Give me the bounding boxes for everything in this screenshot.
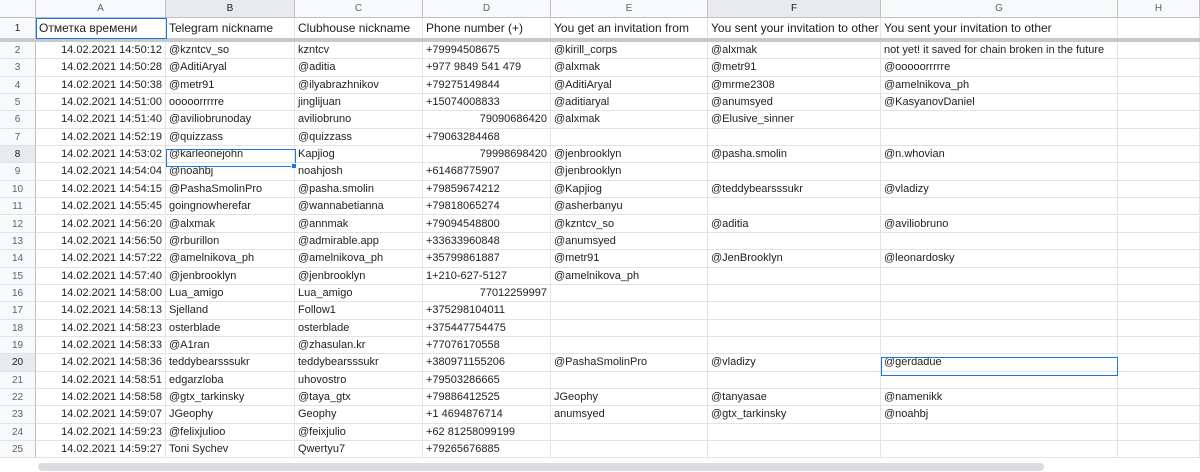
row-number[interactable]: 1 bbox=[0, 18, 36, 39]
cell-h[interactable] bbox=[1118, 354, 1200, 371]
cell-clubhouse[interactable]: noahjosh bbox=[295, 163, 423, 180]
row-number[interactable]: 3 bbox=[0, 59, 36, 76]
cell-clubhouse[interactable]: @quizzass bbox=[295, 129, 423, 146]
title-row bbox=[0, 18, 1200, 39]
cell-invited-from[interactable]: @anumsyed bbox=[551, 233, 708, 250]
cell-h[interactable] bbox=[1118, 94, 1200, 111]
row-number[interactable]: 18 bbox=[0, 320, 36, 337]
row-number[interactable]: 13 bbox=[0, 233, 36, 250]
cell-telegram[interactable]: goingnowherefar bbox=[166, 198, 295, 215]
cell-sent-invitation-1[interactable]: @alxmak bbox=[708, 42, 881, 59]
cell-sent-invitation-2[interactable] bbox=[881, 111, 1118, 128]
row-number[interactable]: 5 bbox=[0, 94, 36, 111]
table-row bbox=[0, 111, 1200, 128]
cell-sent-invitation-2[interactable] bbox=[881, 163, 1118, 180]
cell-sent-invitation-2[interactable] bbox=[881, 233, 1118, 250]
cell-timestamp[interactable]: 14.02.2021 14:52:19 bbox=[36, 129, 166, 146]
cell-sent-invitation-2[interactable]: not yet! it saved for chain broken in the future bbox=[881, 42, 1118, 59]
title-cell-telegram[interactable]: Telegram nickname bbox=[166, 18, 295, 39]
row-number[interactable]: 20 bbox=[0, 354, 36, 371]
cell-telegram[interactable]: @gtx_tarkinsky bbox=[166, 389, 295, 406]
cell-h[interactable] bbox=[1118, 181, 1200, 198]
cell-timestamp[interactable]: 14.02.2021 14:54:04 bbox=[36, 163, 166, 180]
cell-sent-invitation-1[interactable]: @metr91 bbox=[708, 59, 881, 76]
table-row bbox=[0, 42, 1200, 59]
cell-sent-invitation-2[interactable]: @leonardosky bbox=[881, 250, 1118, 267]
cell-timestamp[interactable]: 14.02.2021 14:58:58 bbox=[36, 389, 166, 406]
row-number[interactable]: 16 bbox=[0, 285, 36, 302]
cell-telegram[interactable]: @jenbrooklyn bbox=[166, 268, 295, 285]
cell-phone[interactable]: 79998698420 bbox=[423, 146, 551, 163]
table-row bbox=[0, 337, 1200, 354]
cell-sent-invitation-1[interactable]: @JenBrooklyn bbox=[708, 250, 881, 267]
cell-phone[interactable]: +1 4694876714 bbox=[423, 406, 551, 423]
table-row bbox=[0, 59, 1200, 76]
cell-sent-invitation-2[interactable] bbox=[881, 320, 1118, 337]
title-cell-phone[interactable]: Phone number (+) bbox=[423, 18, 551, 39]
cell-sent-invitation-1[interactable]: @tanyasae bbox=[708, 389, 881, 406]
cell-clubhouse[interactable]: @taya_gtx bbox=[295, 389, 423, 406]
row-number[interactable]: 12 bbox=[0, 216, 36, 233]
title-cell-invited-from[interactable]: You get an invitation from bbox=[551, 18, 708, 39]
cell-clubhouse[interactable]: aviliobruno bbox=[295, 111, 423, 128]
cell-sent-invitation-1[interactable]: @pasha.smolin bbox=[708, 146, 881, 163]
cell-h[interactable] bbox=[1118, 285, 1200, 302]
cell-h[interactable] bbox=[1118, 302, 1200, 319]
cell-h[interactable] bbox=[1118, 77, 1200, 94]
cell-sent-invitation-1[interactable]: @anumsyed bbox=[708, 94, 881, 111]
column-header-e[interactable]: E bbox=[551, 0, 708, 18]
cell-invited-from[interactable] bbox=[551, 320, 708, 337]
cell-sent-invitation-1[interactable]: @teddybearsssukr bbox=[708, 181, 881, 198]
cell-clubhouse[interactable]: @feixjulio bbox=[295, 424, 423, 441]
cell-sent-invitation-2[interactable]: @KasyanovDaniel bbox=[881, 94, 1118, 111]
cell-telegram[interactable]: Lua_amigo bbox=[166, 285, 295, 302]
cell-telegram[interactable]: @metr91 bbox=[166, 77, 295, 94]
cell-h[interactable] bbox=[1118, 337, 1200, 354]
cell-invited-from[interactable]: @kirill_corps bbox=[551, 42, 708, 59]
table-row bbox=[0, 441, 1200, 458]
row-number[interactable]: 25 bbox=[0, 441, 36, 458]
cell-phone[interactable]: 79090686420 bbox=[423, 111, 551, 128]
cell-phone[interactable]: +79859674212 bbox=[423, 181, 551, 198]
column-header-f[interactable]: F bbox=[708, 0, 881, 18]
cell-invited-from[interactable]: @metr91 bbox=[551, 250, 708, 267]
cell-sent-invitation-2[interactable]: @ooooorrrrre bbox=[881, 59, 1118, 76]
cell-phone[interactable]: +61468775907 bbox=[423, 163, 551, 180]
cell-phone[interactable]: +79094548800 bbox=[423, 216, 551, 233]
cell-invited-from[interactable]: @PashaSmolinPro bbox=[551, 354, 708, 371]
cell-sent-invitation-1[interactable] bbox=[708, 163, 881, 180]
cell-telegram[interactable]: Toni Sychev bbox=[166, 441, 295, 458]
cell-clubhouse[interactable]: @ilyabrazhnikov bbox=[295, 77, 423, 94]
cell-sent-invitation-2[interactable]: @amelnikova_ph bbox=[881, 77, 1118, 94]
cell-sent-invitation-1[interactable]: @Elusive_sinner bbox=[708, 111, 881, 128]
cell-sent-invitation-2[interactable] bbox=[881, 441, 1118, 458]
cell-sent-invitation-2[interactable]: @gerdadue bbox=[881, 354, 1118, 371]
table-row bbox=[0, 354, 1200, 371]
cell-h[interactable] bbox=[1118, 129, 1200, 146]
cell-clubhouse[interactable]: @zhasulan.kr bbox=[295, 337, 423, 354]
cell-sent-invitation-2[interactable] bbox=[881, 372, 1118, 389]
cell-telegram[interactable]: @rburillon bbox=[166, 233, 295, 250]
cell-clubhouse[interactable]: @jenbrooklyn bbox=[295, 268, 423, 285]
table-row bbox=[0, 389, 1200, 406]
cell-phone[interactable]: +79818065274 bbox=[423, 198, 551, 215]
cell-sent-invitation-2[interactable] bbox=[881, 337, 1118, 354]
row-number[interactable]: 7 bbox=[0, 129, 36, 146]
cell-timestamp[interactable]: 14.02.2021 14:59:27 bbox=[36, 441, 166, 458]
cell-timestamp[interactable]: 14.02.2021 14:58:33 bbox=[36, 337, 166, 354]
title-cell-timestamp[interactable]: Отметка времени bbox=[36, 18, 166, 39]
cell-timestamp[interactable]: 14.02.2021 14:58:00 bbox=[36, 285, 166, 302]
cell-h[interactable] bbox=[1118, 268, 1200, 285]
cell-h[interactable] bbox=[1118, 372, 1200, 389]
cell-invited-from[interactable]: JGeophy bbox=[551, 389, 708, 406]
cell-sent-invitation-1[interactable] bbox=[708, 372, 881, 389]
cell-timestamp[interactable]: 14.02.2021 14:56:20 bbox=[36, 216, 166, 233]
column-header-h[interactable]: H bbox=[1118, 0, 1200, 18]
column-header-g[interactable]: G bbox=[881, 0, 1118, 18]
cell-invited-from[interactable]: @alxmak bbox=[551, 59, 708, 76]
cell-clubhouse[interactable]: Kapjiog bbox=[295, 146, 423, 163]
cell-invited-from[interactable]: @alxmak bbox=[551, 111, 708, 128]
cell-timestamp[interactable]: 14.02.2021 14:51:00 bbox=[36, 94, 166, 111]
cell-telegram[interactable]: @alxmak bbox=[166, 216, 295, 233]
cell-sent-invitation-2[interactable] bbox=[881, 268, 1118, 285]
cell-sent-invitation-2[interactable] bbox=[881, 285, 1118, 302]
cell-invited-from[interactable] bbox=[551, 337, 708, 354]
cell-invited-from[interactable] bbox=[551, 424, 708, 441]
horizontal-scrollbar-thumb[interactable] bbox=[38, 463, 1044, 471]
cell-timestamp[interactable]: 14.02.2021 14:58:13 bbox=[36, 302, 166, 319]
cell-h[interactable] bbox=[1118, 198, 1200, 215]
table-row bbox=[0, 216, 1200, 233]
cell-clubhouse[interactable]: @admirable.app bbox=[295, 233, 423, 250]
table-row bbox=[0, 285, 1200, 302]
title-cell-sent-invitation-1[interactable]: You sent your invitation to other bbox=[708, 18, 881, 39]
cell-sent-invitation-2[interactable] bbox=[881, 198, 1118, 215]
cell-invited-from[interactable]: @kzntcv_so bbox=[551, 216, 708, 233]
cell-sent-invitation-1[interactable] bbox=[708, 198, 881, 215]
cell-h[interactable] bbox=[1118, 111, 1200, 128]
cell-phone[interactable]: +79886412525 bbox=[423, 389, 551, 406]
cell-sent-invitation-1[interactable] bbox=[708, 129, 881, 146]
cell-telegram[interactable]: @karleonejohn bbox=[166, 146, 295, 163]
table-row bbox=[0, 406, 1200, 423]
table-row bbox=[0, 302, 1200, 319]
cell-clubhouse[interactable]: kzntcv bbox=[295, 42, 423, 59]
cell-telegram[interactable]: @PashaSmolinPro bbox=[166, 181, 295, 198]
cell-phone[interactable]: +33633960848 bbox=[423, 233, 551, 250]
row-number[interactable]: 21 bbox=[0, 372, 36, 389]
cell-h[interactable] bbox=[1118, 146, 1200, 163]
cell-invited-from[interactable]: @jenbrooklyn bbox=[551, 146, 708, 163]
table-row bbox=[0, 198, 1200, 215]
title-cell-h[interactable] bbox=[1118, 18, 1200, 39]
cell-sent-invitation-1[interactable] bbox=[708, 268, 881, 285]
cell-clubhouse[interactable]: Follow1 bbox=[295, 302, 423, 319]
table-row bbox=[0, 163, 1200, 180]
cell-sent-invitation-1[interactable]: @gtx_tarkinsky bbox=[708, 406, 881, 423]
cell-phone[interactable]: 77012259997 bbox=[423, 285, 551, 302]
cell-phone[interactable]: +79994508675 bbox=[423, 42, 551, 59]
cell-clubhouse[interactable]: @aditia bbox=[295, 59, 423, 76]
cell-phone[interactable]: +79275149844 bbox=[423, 77, 551, 94]
cell-clubhouse[interactable]: Qwertyu7 bbox=[295, 441, 423, 458]
cell-timestamp[interactable]: 14.02.2021 14:59:07 bbox=[36, 406, 166, 423]
cell-clubhouse[interactable]: @wannabetianna bbox=[295, 198, 423, 215]
table-row bbox=[0, 233, 1200, 250]
cell-timestamp[interactable]: 14.02.2021 14:57:22 bbox=[36, 250, 166, 267]
cell-invited-from[interactable]: @AditiAryal bbox=[551, 77, 708, 94]
cell-h[interactable] bbox=[1118, 406, 1200, 423]
cell-telegram[interactable]: edgarzloba bbox=[166, 372, 295, 389]
cell-timestamp[interactable]: 14.02.2021 14:50:38 bbox=[36, 77, 166, 94]
cell-h[interactable] bbox=[1118, 233, 1200, 250]
table-row bbox=[0, 181, 1200, 198]
cell-timestamp[interactable]: 14.02.2021 14:58:23 bbox=[36, 320, 166, 337]
cell-telegram[interactable]: @noahbj bbox=[166, 163, 295, 180]
row-number[interactable]: 14 bbox=[0, 250, 36, 267]
cell-sent-invitation-1[interactable]: @mrme2308 bbox=[708, 77, 881, 94]
table-row bbox=[0, 129, 1200, 146]
cell-telegram[interactable]: osterblade bbox=[166, 320, 295, 337]
cell-h[interactable] bbox=[1118, 320, 1200, 337]
cell-timestamp[interactable]: 14.02.2021 14:50:28 bbox=[36, 59, 166, 76]
cell-sent-invitation-1[interactable]: @vladizy bbox=[708, 354, 881, 371]
cell-h[interactable] bbox=[1118, 163, 1200, 180]
cell-telegram[interactable]: JGeophy bbox=[166, 406, 295, 423]
cell-sent-invitation-2[interactable]: @namenikk bbox=[881, 389, 1118, 406]
cell-timestamp[interactable]: 14.02.2021 14:59:23 bbox=[36, 424, 166, 441]
cell-clubhouse[interactable]: @annmak bbox=[295, 216, 423, 233]
cell-phone[interactable]: +977 9849 541 479 bbox=[423, 59, 551, 76]
cell-phone[interactable]: +79503286665 bbox=[423, 372, 551, 389]
cell-sent-invitation-2[interactable]: @vladizy bbox=[881, 181, 1118, 198]
cell-phone[interactable]: +375298104011 bbox=[423, 302, 551, 319]
cell-phone[interactable]: +77076170558 bbox=[423, 337, 551, 354]
cell-timestamp[interactable]: 14.02.2021 14:53:02 bbox=[36, 146, 166, 163]
cell-h[interactable] bbox=[1118, 441, 1200, 458]
cell-sent-invitation-1[interactable] bbox=[708, 233, 881, 250]
cell-telegram[interactable]: @quizzass bbox=[166, 129, 295, 146]
cell-phone[interactable]: +79265676885 bbox=[423, 441, 551, 458]
table-row bbox=[0, 424, 1200, 441]
cell-phone[interactable]: +380971155206 bbox=[423, 354, 551, 371]
cell-clubhouse[interactable]: uhovostro bbox=[295, 372, 423, 389]
title-cell-clubhouse[interactable]: Clubhouse nickname bbox=[295, 18, 423, 39]
column-header-c[interactable]: C bbox=[295, 0, 423, 18]
table-row bbox=[0, 146, 1200, 163]
cell-telegram[interactable]: @aviliobrunoday bbox=[166, 111, 295, 128]
cell-invited-from[interactable]: @Kapjiog bbox=[551, 181, 708, 198]
cell-phone[interactable]: 1+210-627-5127 bbox=[423, 268, 551, 285]
cell-telegram[interactable]: @felixjulioo bbox=[166, 424, 295, 441]
table-row bbox=[0, 372, 1200, 389]
cell-h[interactable] bbox=[1118, 389, 1200, 406]
cell-invited-from[interactable]: @jenbrooklyn bbox=[551, 163, 708, 180]
cell-telegram[interactable]: @kzntcv_so bbox=[166, 42, 295, 59]
cell-telegram[interactable]: Sjelland bbox=[166, 302, 295, 319]
table-row bbox=[0, 268, 1200, 285]
cell-timestamp[interactable]: 14.02.2021 14:58:36 bbox=[36, 354, 166, 371]
cell-sent-invitation-1[interactable] bbox=[708, 441, 881, 458]
cell-sent-invitation-2[interactable] bbox=[881, 424, 1118, 441]
cell-invited-from[interactable]: @amelnikova_ph bbox=[551, 268, 708, 285]
row-number[interactable]: 4 bbox=[0, 77, 36, 94]
cell-invited-from[interactable] bbox=[551, 129, 708, 146]
row-number[interactable]: 11 bbox=[0, 198, 36, 215]
cell-timestamp[interactable]: 14.02.2021 14:51:40 bbox=[36, 111, 166, 128]
cell-timestamp[interactable]: 14.02.2021 14:56:50 bbox=[36, 233, 166, 250]
cell-timestamp[interactable]: 14.02.2021 14:55:45 bbox=[36, 198, 166, 215]
row-number[interactable]: 15 bbox=[0, 268, 36, 285]
column-header-b[interactable]: B bbox=[166, 0, 295, 18]
cell-timestamp[interactable]: 14.02.2021 14:58:51 bbox=[36, 372, 166, 389]
cell-sent-invitation-2[interactable] bbox=[881, 129, 1118, 146]
row-number[interactable]: 19 bbox=[0, 337, 36, 354]
row-number[interactable]: 22 bbox=[0, 389, 36, 406]
cell-phone[interactable]: +79063284468 bbox=[423, 129, 551, 146]
cell-clubhouse[interactable]: Lua_amigo bbox=[295, 285, 423, 302]
cell-sent-invitation-1[interactable] bbox=[708, 320, 881, 337]
cell-invited-from[interactable] bbox=[551, 285, 708, 302]
cell-clubhouse[interactable]: jinglijuan bbox=[295, 94, 423, 111]
cell-sent-invitation-1[interactable] bbox=[708, 424, 881, 441]
cell-telegram[interactable]: @AditiAryal bbox=[166, 59, 295, 76]
cell-sent-invitation-1[interactable] bbox=[708, 337, 881, 354]
cell-clubhouse[interactable]: @pasha.smolin bbox=[295, 181, 423, 198]
row-number[interactable]: 9 bbox=[0, 163, 36, 180]
cell-clubhouse[interactable]: @amelnikova_ph bbox=[295, 250, 423, 267]
cell-h[interactable] bbox=[1118, 424, 1200, 441]
cell-telegram[interactable]: ooooorrrrre bbox=[166, 94, 295, 111]
cell-sent-invitation-2[interactable]: @n.whovian bbox=[881, 146, 1118, 163]
table-row bbox=[0, 94, 1200, 111]
title-cell-sent-invitation-2[interactable]: You sent your invitation to other bbox=[881, 18, 1118, 39]
table-row bbox=[0, 250, 1200, 267]
cell-clubhouse[interactable]: Geophy bbox=[295, 406, 423, 423]
cell-phone[interactable]: +35799861887 bbox=[423, 250, 551, 267]
cell-invited-from[interactable] bbox=[551, 441, 708, 458]
row-number[interactable]: 24 bbox=[0, 424, 36, 441]
cell-telegram[interactable]: @amelnikova_ph bbox=[166, 250, 295, 267]
cell-h[interactable] bbox=[1118, 59, 1200, 76]
cell-h[interactable] bbox=[1118, 42, 1200, 59]
cell-sent-invitation-1[interactable] bbox=[708, 285, 881, 302]
cell-timestamp[interactable]: 14.02.2021 14:50:12 bbox=[36, 42, 166, 59]
row-number[interactable]: 8 bbox=[0, 146, 36, 163]
table-row bbox=[0, 320, 1200, 337]
row-number[interactable]: 2 bbox=[0, 42, 36, 59]
cell-phone[interactable]: +62 81258099199 bbox=[423, 424, 551, 441]
row-number[interactable]: 6 bbox=[0, 111, 36, 128]
cell-sent-invitation-1[interactable]: @aditia bbox=[708, 216, 881, 233]
cell-clubhouse[interactable]: teddybearsssukr bbox=[295, 354, 423, 371]
column-header-row bbox=[0, 0, 1200, 18]
cell-sent-invitation-1[interactable] bbox=[708, 302, 881, 319]
cell-invited-from[interactable]: @aditiaryal bbox=[551, 94, 708, 111]
cell-invited-from[interactable]: @asherbanyu bbox=[551, 198, 708, 215]
cell-timestamp[interactable]: 14.02.2021 14:57:40 bbox=[36, 268, 166, 285]
cell-sent-invitation-2[interactable]: @aviliobruno bbox=[881, 216, 1118, 233]
row-number[interactable]: 23 bbox=[0, 406, 36, 423]
fill-handle[interactable] bbox=[291, 163, 297, 169]
cell-sent-invitation-2[interactable] bbox=[881, 302, 1118, 319]
row-number[interactable]: 17 bbox=[0, 302, 36, 319]
cell-h[interactable] bbox=[1118, 216, 1200, 233]
cell-h[interactable] bbox=[1118, 250, 1200, 267]
cell-invited-from[interactable]: anumsyed bbox=[551, 406, 708, 423]
cell-sent-invitation-2[interactable]: @noahbj bbox=[881, 406, 1118, 423]
cell-timestamp[interactable]: 14.02.2021 14:54:15 bbox=[36, 181, 166, 198]
table-row bbox=[0, 77, 1200, 94]
cell-telegram[interactable]: @A1ran bbox=[166, 337, 295, 354]
cell-telegram[interactable]: teddybearsssukr bbox=[166, 354, 295, 371]
cell-phone[interactable]: +15074008833 bbox=[423, 94, 551, 111]
column-header-a[interactable]: A bbox=[36, 0, 166, 18]
cell-clubhouse[interactable]: osterblade bbox=[295, 320, 423, 337]
column-header-d[interactable]: D bbox=[423, 0, 551, 18]
select-all-corner[interactable] bbox=[0, 0, 36, 18]
cell-invited-from[interactable] bbox=[551, 302, 708, 319]
cell-phone[interactable]: +375447754475 bbox=[423, 320, 551, 337]
row-number[interactable]: 10 bbox=[0, 181, 36, 198]
cell-invited-from[interactable] bbox=[551, 372, 708, 389]
